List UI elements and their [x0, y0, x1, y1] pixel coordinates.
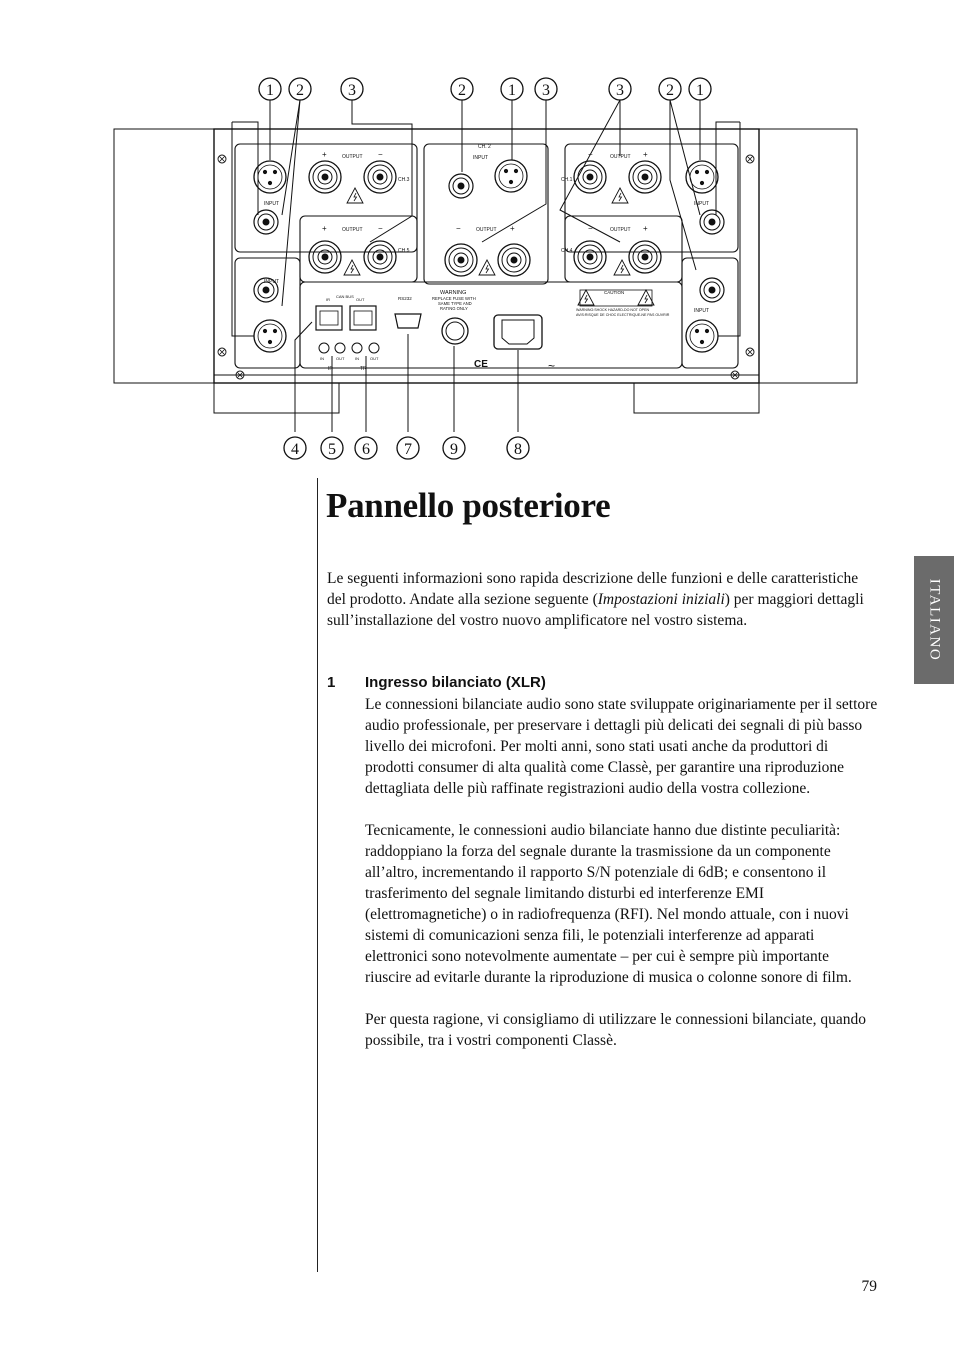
svg-text:CH. 2: CH. 2	[478, 144, 491, 150]
callout-3: 3	[348, 82, 356, 99]
svg-text:IR: IR	[326, 297, 330, 302]
svg-text:REPLACE FUSE WITH: REPLACE FUSE WITH	[432, 296, 476, 301]
svg-text:OUT: OUT	[356, 297, 365, 302]
callout-4: 4	[291, 441, 299, 458]
svg-text:OUT: OUT	[370, 356, 379, 361]
svg-text:OUTPUT: OUTPUT	[342, 227, 363, 233]
svg-text:+: +	[322, 224, 327, 233]
svg-text:CH.1: CH.1	[561, 177, 573, 183]
svg-text:OUTPUT: OUTPUT	[610, 154, 631, 160]
svg-text:WARNING: WARNING	[440, 290, 467, 296]
section-paragraph: Per questa ragione, vi consigliamo di utilizzare le connessioni bilanciate, quando possibile, tra i vostri componenti Classè.	[365, 1011, 867, 1049]
svg-text:+: +	[510, 224, 515, 233]
svg-text:+: +	[322, 150, 327, 159]
svg-text:OUT: OUT	[336, 356, 345, 361]
svg-text:INPUT: INPUT	[473, 155, 488, 161]
svg-text:TR: TR	[360, 366, 367, 372]
svg-text:SAME TYPE AND: SAME TYPE AND	[438, 301, 472, 306]
intro-paragraph: Le seguenti informazioni sono rapida descrizione delle funzioni e delle caratteristiche del prodotto. Andate alla sezione seguente (Impostazioni iniziali) per maggiori dettagli sull’installazione del vostro nuovo amplificatore nel vostro sistema.	[327, 570, 864, 629]
callout-2: 2	[296, 82, 304, 99]
svg-text:CAUTION: CAUTION	[604, 290, 625, 295]
svg-text:OUTPUT: OUTPUT	[342, 154, 363, 160]
svg-text:WARNING:SHOCK HAZARD-DO NOT OP: WARNING:SHOCK HAZARD-DO NOT OPEN	[576, 308, 650, 312]
rear-panel-diagram	[0, 0, 954, 480]
section-number: 1	[327, 674, 336, 691]
svg-text:−: −	[588, 150, 593, 159]
svg-text:−: −	[378, 150, 383, 159]
svg-text:−: −	[456, 224, 461, 233]
svg-text:INPUT: INPUT	[694, 201, 709, 207]
callout-8: 8	[514, 441, 522, 458]
callout-3: 3	[542, 82, 550, 99]
section-body	[365, 694, 879, 1072]
svg-text:INPUT: INPUT	[694, 308, 709, 314]
svg-text:AVIS:RISQUE DE CHOC ELECTRIQUE: AVIS:RISQUE DE CHOC ELECTRIQUE-NE PAS OUVRIR	[576, 313, 670, 317]
svg-text:CH.3: CH.3	[398, 177, 410, 183]
svg-text:CE: CE	[474, 359, 488, 370]
svg-text:INPUT: INPUT	[264, 201, 279, 207]
column-rule	[317, 478, 318, 1272]
svg-text:IR: IR	[328, 366, 333, 372]
callout-2: 2	[666, 82, 674, 99]
language-tab-label: ITALIANO	[926, 578, 943, 662]
svg-text:+: +	[643, 224, 648, 233]
section-paragraph: Le connessioni bilanciate audio sono state sviluppate originariamente per il settore audio professionale, per preservare i dettagli più delicati dei segnali di più basso livello dei microfoni. Per molti anni, sono stati usati anche da produttori di prodotti consumer di alta qualità come Classè, per garantire una riproduzione dettagliata delle più raffinate registrazioni audio della vostra collezione.	[365, 696, 878, 797]
callout-3: 3	[616, 82, 624, 99]
svg-text:IN: IN	[355, 356, 359, 361]
section-title: Ingresso bilanciato (XLR)	[365, 674, 546, 691]
svg-text:OUTPUT: OUTPUT	[610, 227, 631, 233]
svg-text:−: −	[378, 224, 383, 233]
callout-7: 7	[404, 441, 412, 458]
callout-6: 6	[362, 441, 370, 458]
page-title: Pannello posteriore	[326, 486, 611, 525]
svg-text:RS232: RS232	[398, 296, 412, 301]
svg-text:RATING ONLY: RATING ONLY	[440, 306, 468, 311]
callout-1: 1	[696, 82, 704, 99]
svg-text:CH.5: CH.5	[398, 248, 410, 254]
page-number: 79	[861, 1278, 877, 1295]
svg-text:+: +	[643, 150, 648, 159]
svg-text:INPUT: INPUT	[264, 279, 279, 285]
callout-2: 2	[458, 82, 466, 99]
callout-1: 1	[266, 82, 274, 99]
callout-1: 1	[508, 82, 516, 99]
language-tab	[914, 556, 954, 684]
svg-text:IN: IN	[320, 356, 324, 361]
svg-text:OUTPUT: OUTPUT	[476, 227, 497, 233]
callout-9: 9	[450, 441, 458, 458]
svg-text:CAN BUS: CAN BUS	[336, 294, 354, 299]
svg-text:~: ~	[548, 359, 556, 373]
section-paragraph: Tecnicamente, le connessioni audio bilanciate hanno due distinte peculiarità: raddoppiano la forza del segnale durante la trasmissione da un componente all’altro, incrementando il rapporto S/N potenziale di 6dB; e consentono il trasferimento del segnale limitando disturbi ed interferenze EMI (elettromagnetiche) o in radiofrequenza (RFI). Nel mondo attuale, con i nuovi sistemi di comunicazioni senza fili, le potenziali interferenze ad apparati elettronici sono notevolmente aumentate – per cui è sempre più importante riuscire ad evitarle durante la riproduzione di musica o colonne sonore di film.	[365, 822, 852, 986]
svg-text:−: −	[588, 224, 593, 233]
svg-text:CH.4: CH.4	[561, 248, 573, 254]
callout-5: 5	[328, 441, 336, 458]
